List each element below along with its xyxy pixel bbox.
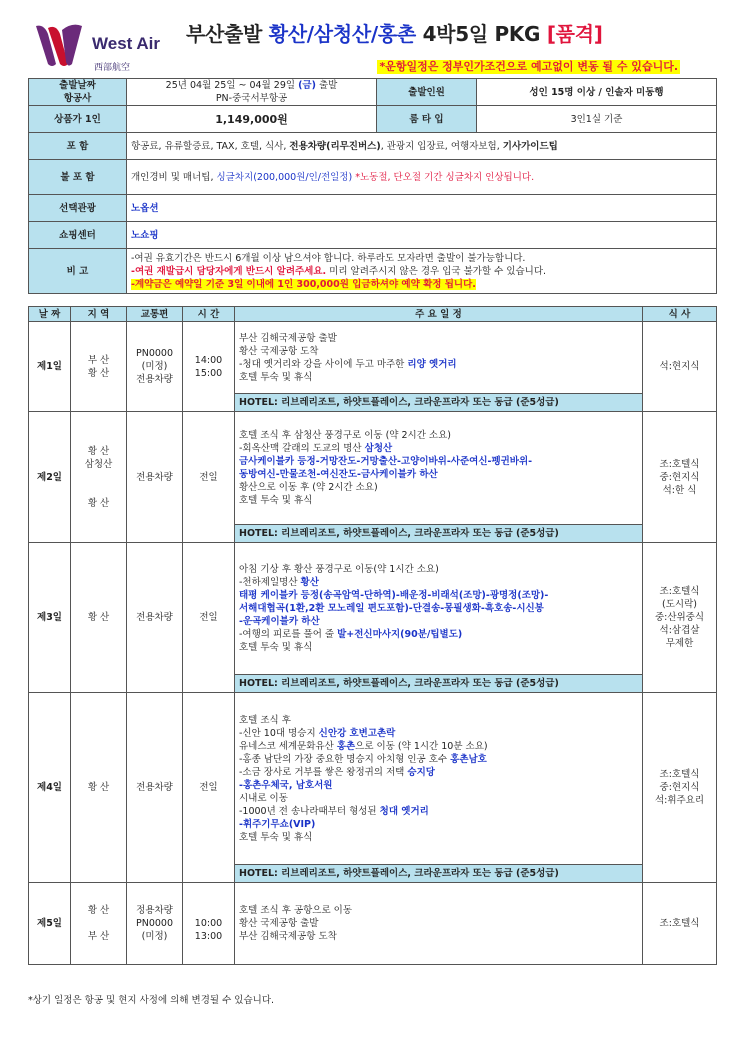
schedule-text: -신안 10대 명승지: [239, 727, 319, 739]
title-part: 부산출발: [186, 22, 269, 46]
title-destinations: 황산/삼청산/홍촌: [268, 22, 416, 46]
region: [71, 693, 127, 883]
shop-value: 노쇼핑: [127, 222, 717, 249]
product-info-table: [28, 78, 717, 294]
schedule-notice: *운항일정은 정부인가조건으로 예고없이 변동 될 수 있습니다.: [379, 60, 678, 73]
schedule-line: [239, 805, 638, 818]
meals-line: 중:현지식: [659, 782, 700, 793]
schedule-line: [239, 904, 638, 917]
schedule-line: [239, 727, 638, 740]
include-tip: 기사가이드팁: [502, 140, 558, 152]
day-schedule: [235, 543, 643, 675]
column-header: 시 간: [183, 307, 235, 322]
brand-subtitle: 西部航空: [94, 63, 131, 73]
meals-line: 조:호텔식: [659, 586, 700, 597]
schedule-text: 호텔 투숙 및 휴식: [239, 831, 313, 843]
time-line: 전일: [199, 612, 218, 623]
schedule-text: 호텔 조식 후 공항으로 이동: [239, 905, 353, 916]
schedule-line: [239, 494, 638, 507]
region-line: [75, 917, 122, 930]
depart-label: 출발날짜 항공사: [29, 79, 127, 106]
hotel-info: HOTEL: 리브레리조트, 하얏트플레이스, 크라운프라자 또는 동급 (준5성급): [235, 675, 643, 693]
transport: [127, 693, 183, 883]
exclude-value: [127, 160, 717, 195]
highlight-spot: 삼청산: [364, 443, 393, 454]
airline-value: PN-중국서부항공: [215, 93, 288, 104]
schedule-text: 호텔 조식 후: [239, 714, 291, 726]
itinerary-table: [28, 306, 717, 965]
highlight-spot: 황산: [300, 577, 319, 588]
title-part: 4박5일 PKG: [415, 22, 547, 46]
schedule-text: -1000년 전 송나라때부터 형성된: [239, 805, 380, 817]
tour-route: -휘주기무쇼(VIP): [239, 818, 316, 830]
schedule-text: 호텔 투숙 및 휴식: [239, 371, 313, 383]
transport-line: 전용차량: [136, 612, 173, 623]
airline-logo: [34, 20, 184, 76]
region: [71, 322, 127, 412]
schedule-line: [239, 563, 638, 576]
day-label: 제3일: [29, 543, 71, 693]
transport-line: (미정): [141, 931, 168, 942]
region-line: 삼청산: [84, 458, 113, 470]
tour-route: -홍촌우체국, 남호서원: [239, 779, 333, 791]
schedule-line: [239, 740, 638, 753]
depart-value: [127, 79, 377, 106]
day-row: [29, 412, 717, 525]
transport-line: PN0000: [135, 348, 173, 359]
region-line: [75, 484, 122, 497]
meals-line: 중:산위중식: [654, 612, 705, 623]
meals: [643, 543, 717, 693]
footnote: *상기 일정은 항공 및 현지 사정에 의해 변경될 수 있습니다.: [28, 995, 275, 1006]
time: [183, 412, 235, 543]
schedule-text: 황산 국제공항 도착: [239, 345, 319, 357]
schedule-text: 호텔 투숙 및 휴식: [239, 642, 313, 653]
time-line: 전일: [199, 471, 218, 483]
meals-line: 조:호텔식: [659, 769, 700, 780]
meals-line: 석:삼겹살: [659, 625, 700, 636]
day-label: 제2일: [29, 412, 71, 543]
transport: [127, 543, 183, 693]
brand-name: West Air: [92, 34, 161, 53]
schedule-line: [239, 818, 638, 831]
include-text: , 관광지 입장료, 여행자보험,: [380, 140, 503, 152]
day-row: [29, 693, 717, 865]
schedule-line: [239, 792, 638, 805]
region-line: 황 산: [87, 497, 110, 509]
schedule-text: -소금 장사로 거부를 쌓은 왕정귀의 저택: [239, 766, 408, 778]
schedule-line: [239, 468, 638, 481]
price-label: 상품가 1인: [29, 106, 127, 133]
meals: [643, 883, 717, 965]
day-label: 제1일: [29, 322, 71, 412]
room-value: 3인1실 기준: [477, 106, 717, 133]
hotel-info: HOTEL: 리브레리조트, 하얏트플레이스, 크라운프라자 또는 동급 (준5성급): [235, 394, 643, 412]
region: [71, 412, 127, 543]
remark-deposit: -계약금은 예약일 기준 3일 이내에 1인 300,000원 입금하셔야 예약 확정 됩니다.: [131, 278, 476, 290]
schedule-text: 유네스코 세계문화유산: [239, 740, 337, 752]
time-line: 전일: [199, 782, 218, 793]
transport: [127, 412, 183, 543]
day-label: 제4일: [29, 693, 71, 883]
transport: [127, 322, 183, 412]
schedule-line: [239, 429, 638, 442]
schedule-text: 시내로 이동: [239, 792, 288, 804]
schedule-text: 부산 김해국제공항 도착: [239, 931, 337, 942]
exclude-holiday-note: *노동절, 단오절 기간 싱글차지 인상됩니다.: [352, 171, 535, 183]
remark-value: [127, 249, 717, 294]
tour-route: 동방여신-만물조천-여신잔도-금사케이블카 하산: [239, 469, 438, 480]
shop-label: 쇼핑센터: [29, 222, 127, 249]
schedule-line: [239, 589, 638, 602]
meals-line: (도시락): [662, 599, 697, 610]
schedule-text: 으로 이동 (약 1시간 10분 소요): [355, 740, 488, 752]
region-line: 황 산: [87, 445, 110, 457]
exclude-text: 개인경비 및 매너팁,: [131, 171, 217, 183]
meals-line: 석:휘주요리: [654, 795, 705, 806]
transport-line: 전용차량: [136, 782, 173, 793]
schedule-text: 황산 국제공항 출발: [239, 918, 319, 929]
column-header: 식 사: [643, 307, 717, 322]
tour-route: -운곡케이블카 하산: [239, 616, 320, 627]
include-text: 항공료, 유류할증료, TAX, 호텔, 식사,: [131, 140, 290, 152]
schedule-text: -홍종 남단의 가장 중요한 명승지 아치형 인공 호수: [239, 753, 451, 765]
day-schedule: [235, 412, 643, 525]
tour-route: 태평 케이블카 등정(송곡암역-단하역)-배운정-비래석(조망)-광명정(조망)-: [239, 590, 549, 601]
depart-weekday: (금): [298, 80, 316, 91]
schedule-line: [239, 602, 638, 615]
schedule-line: [239, 930, 638, 943]
schedule-line: [239, 358, 638, 371]
time-line: 13:00: [194, 931, 223, 942]
transport-line: (미정): [141, 361, 168, 372]
option-label: 선택관광: [29, 195, 127, 222]
price-value: 1,149,000원: [127, 106, 377, 133]
tour-route: 서해대협곡(1환,2환 모노레일 편도포함)-단결송-몽필생화-흑호송-시신봉: [239, 603, 544, 614]
remark-line: -여권 유효기간은 반드시 6개월 이상 남으셔야 합니다. 하루라도 모자라면 출발이 불가능합니다.: [131, 252, 526, 264]
remark-line: 미리 알려주시지 않은 경우 입국 불가할 수 있습니다.: [326, 265, 547, 277]
column-header: 날 짜: [29, 307, 71, 322]
schedule-line: [239, 779, 638, 792]
day-row: [29, 543, 717, 675]
time: [183, 543, 235, 693]
time: [183, 322, 235, 412]
schedule-line: [239, 753, 638, 766]
time-line: 14:00: [194, 354, 223, 366]
time-line: [187, 904, 230, 917]
pax-value: 성인 15명 이상 / 인솔자 미동행: [477, 79, 717, 106]
highlight-spot: 청대 옛거리: [379, 805, 429, 817]
schedule-text: 호텔 조식 후 삼청산 풍경구로 이동 (약 2시간 소요): [239, 430, 451, 441]
meals: [643, 412, 717, 543]
option-value: 노옵션: [127, 195, 717, 222]
schedule-line: [239, 442, 638, 455]
schedule-line: [239, 481, 638, 494]
meals: [643, 322, 717, 412]
include-value: [127, 133, 717, 160]
meals-line: 석:한 식: [662, 484, 697, 496]
transport: [127, 883, 183, 965]
region-line: 황 산: [87, 367, 110, 379]
transport-line: PN0000: [135, 918, 173, 929]
transport-line: 전용차량: [136, 374, 173, 385]
highlight-spot: 발+전신마사지(90분/팁별도): [337, 629, 463, 640]
schedule-text: 아침 기상 후 황산 풍경구로 이동(약 1시간 소요): [239, 564, 439, 575]
highlight-spot: 리양 옛거리: [407, 358, 457, 370]
schedule-line: [239, 917, 638, 930]
page-header: [26, 10, 726, 76]
meals-line: 중:현지식: [659, 471, 700, 483]
meals-line: 조:호텔식: [659, 918, 700, 929]
highlight-spot: 승지당: [407, 766, 435, 778]
transport-line: 전용차량: [136, 471, 173, 483]
exclude-single-charge: 싱글차지(200,000원/인/전일정): [216, 171, 353, 183]
column-header: 지 역: [71, 307, 127, 322]
schedule-text: -여행의 피로를 풀어 줄: [239, 629, 338, 640]
schedule-text: -회옥산맥 갈래의 도교의 명산: [239, 443, 365, 454]
schedule-line: [239, 615, 638, 628]
exclude-label: 불 포 함: [29, 160, 127, 195]
time: [183, 693, 235, 883]
highlight-spot: 홍촌남호: [450, 753, 487, 765]
day-row: [29, 322, 717, 394]
highlight-spot: 신안강 호변고촌락: [318, 727, 396, 739]
schedule-text: 호텔 투숙 및 휴식: [239, 495, 313, 506]
day-schedule: [235, 322, 643, 394]
schedule-line: [239, 831, 638, 844]
include-vehicle: 전용차량(리무진버스): [289, 140, 381, 152]
depart-dates: 25년 04월 25일 ~ 04월 29일: [165, 80, 299, 91]
schedule-text: -천하제일명산: [239, 577, 301, 588]
column-header: 주 요 일 정: [235, 307, 643, 322]
schedule-text: 황산으로 이동 후 (약 2시간 소요): [239, 482, 378, 493]
region-line: 황 산: [87, 905, 110, 916]
schedule-line: [239, 345, 638, 358]
region: [71, 543, 127, 693]
schedule-text: 부산 김해국제공항 출발: [239, 332, 337, 344]
meals: [643, 693, 717, 883]
region-line: 황 산: [87, 782, 110, 793]
depart-suffix: 출발: [315, 80, 338, 91]
day-schedule: [235, 883, 643, 965]
column-header: 교통편: [127, 307, 183, 322]
day-schedule: [235, 693, 643, 865]
schedule-line: [239, 455, 638, 468]
title-grade: [품격]: [546, 22, 603, 46]
schedule-line: [239, 628, 638, 641]
meals-line: 조:호텔식: [659, 458, 700, 470]
meals-line: 무제한: [665, 638, 694, 649]
schedule-line: [239, 371, 638, 384]
tour-route: 금사케이블카 등정-거망잔도-거망출산-고양이바위-사준여신-펭귄바위-: [239, 456, 533, 467]
region: [71, 883, 127, 965]
transport-line: 정용차량: [136, 905, 173, 916]
remark-label: 비 고: [29, 249, 127, 294]
region-line: [75, 471, 122, 484]
hotel-info: HOTEL: 리브레리조트, 하얏트플레이스, 크라운프라자 또는 동급 (준5성급): [235, 865, 643, 883]
day-label: 제5일: [29, 883, 71, 965]
room-label: 룸 타 입: [377, 106, 477, 133]
highlight-spot: 홍촌: [336, 740, 356, 752]
hotel-info: HOTEL: 리브레리조트, 하얏트플레이스, 크라운프라자 또는 동급 (준5성급): [235, 525, 643, 543]
time-line: 15:00: [194, 367, 223, 379]
time-line: 10:00: [194, 918, 223, 929]
region-line: 부 산: [87, 354, 110, 366]
schedule-line: [239, 766, 638, 779]
region-line: 황 산: [87, 612, 110, 623]
west-air-logo-icon: [34, 20, 86, 72]
pax-label: 출발인원: [377, 79, 477, 106]
time: [183, 883, 235, 965]
page-title: [186, 18, 603, 47]
meals-line: 석:현지식: [659, 361, 700, 372]
schedule-text: -청대 옛거리와 강을 사이에 두고 마주한: [239, 358, 408, 370]
include-label: 포 함: [29, 133, 127, 160]
schedule-line: [239, 576, 638, 589]
schedule-line: [239, 641, 638, 654]
schedule-line: [239, 714, 638, 727]
schedule-line: [239, 332, 638, 345]
remark-line: -여권 재발급시 담당자에게 반드시 알려주세요.: [131, 265, 327, 277]
region-line: 부 산: [87, 931, 110, 942]
day-row: [29, 883, 717, 965]
